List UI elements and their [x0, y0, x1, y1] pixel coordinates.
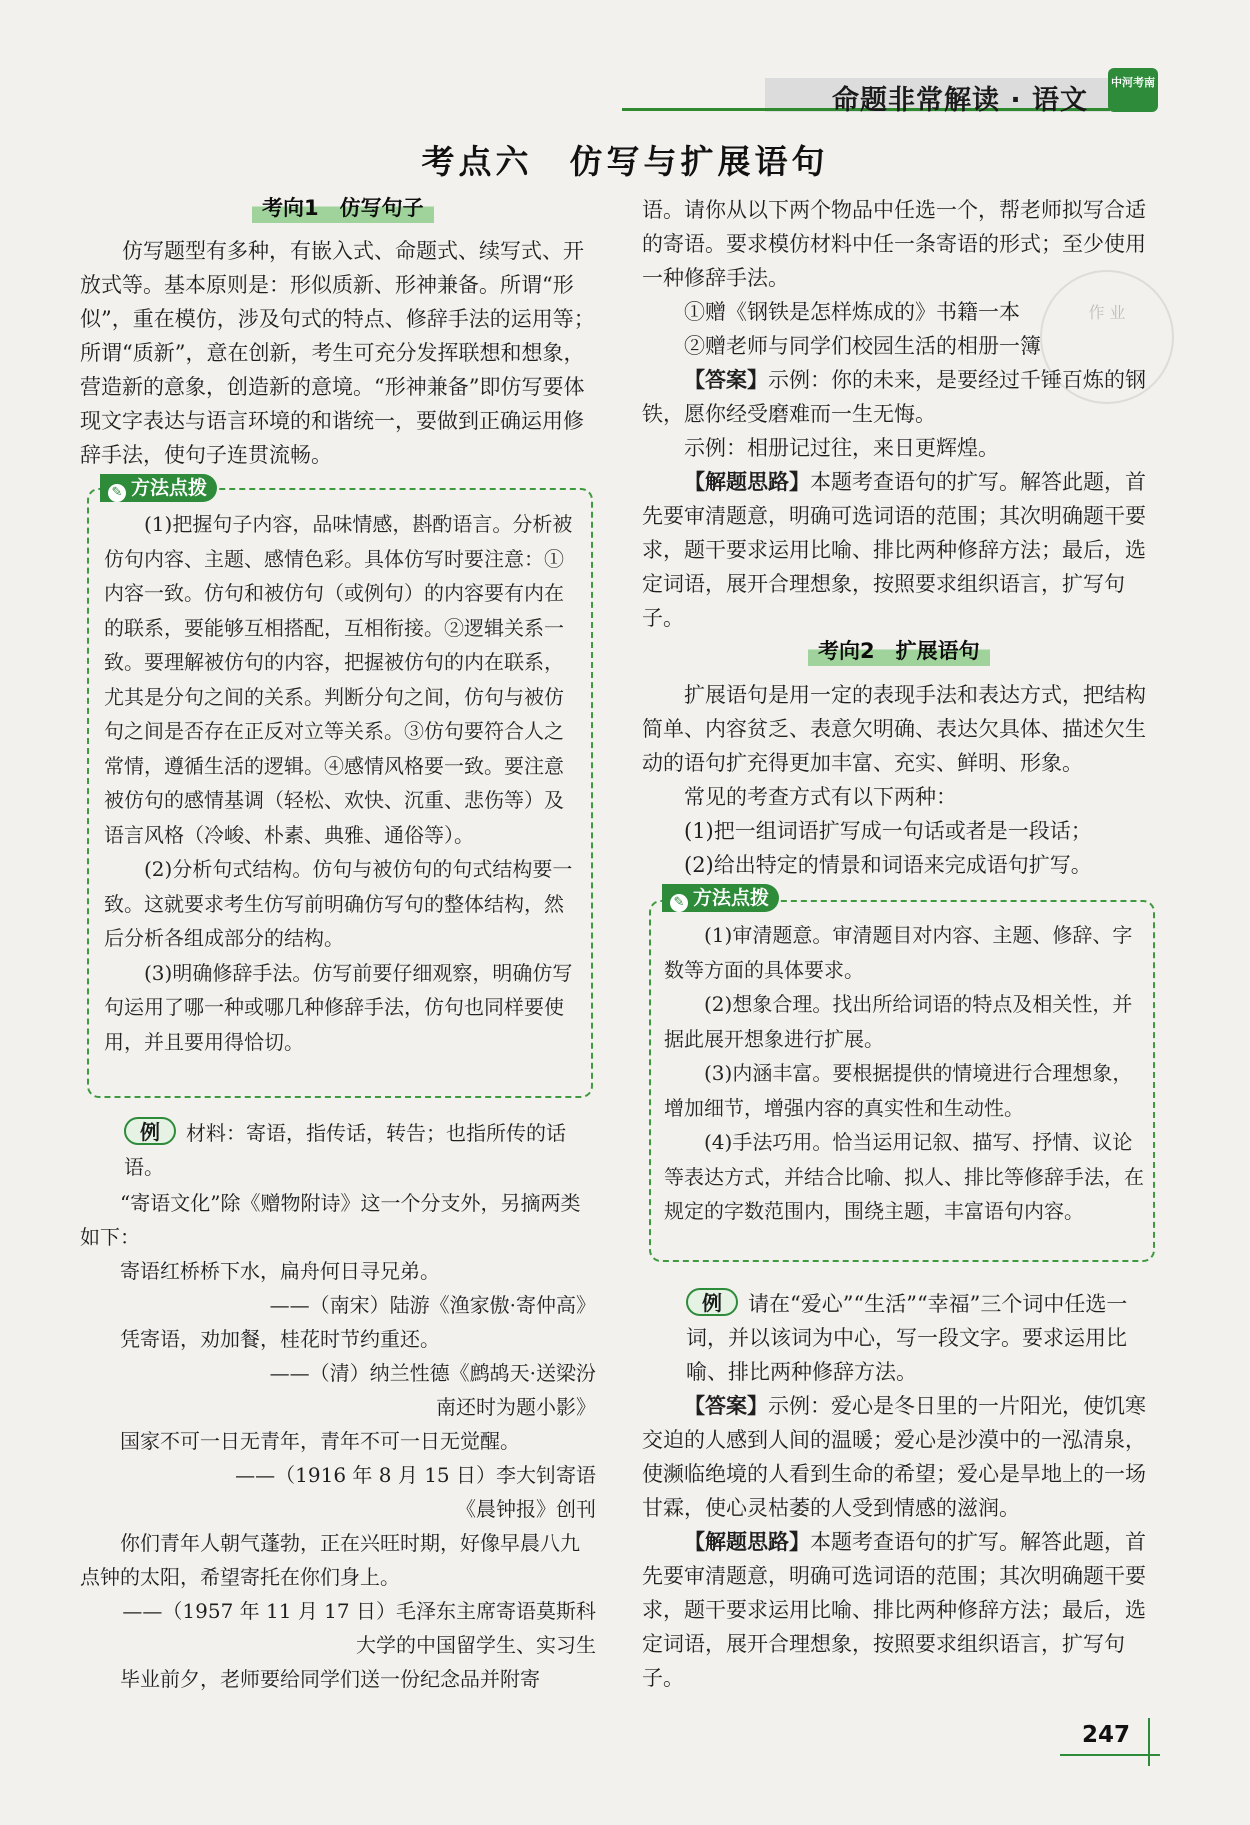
section1-title: 考向1 仿写句子	[252, 193, 434, 223]
left-tail: 毕业前夕，老师要给同学们送一份纪念品并附寄	[120, 1667, 540, 1691]
method-tag-right	[662, 884, 779, 912]
method-tag-left	[100, 474, 217, 502]
poem2-source-a: ——（清）纳兰性德《鹧鸪天·送梁汾	[269, 1361, 596, 1385]
idea-label-2: 【解题思路】	[684, 1530, 810, 1554]
idea1-para	[642, 465, 1158, 635]
example-intro-left: 材料：寄语，指传话，转告；也指所传的话语。	[124, 1121, 566, 1179]
way1: (1)把一组词语扩写成一句话或者是一段话；	[684, 819, 1092, 843]
poem3-source-b: 《晨钟报》创刊	[456, 1497, 596, 1521]
left-intro: 仿写题型有多种，有嵌入式、命题式、续写式、开放式等。基本原则是：形似质新、形神兼备。所谓“形似”，重在模仿，涉及句式的特点、修辞手法的运用等；所谓“质新”，意在创新，考生可充分发挥联想和想象，营造新的意象，创造新的意境。“形神兼备”即仿写要体现文字表达与语言环境的和谐统一，要做到正确运用修辞手法，使句子连贯流畅。	[80, 239, 595, 467]
example-badge-right: 例	[686, 1288, 738, 1316]
right-top-block	[642, 193, 1158, 635]
answer2: 示例：相册记过往，来日更辉煌。	[684, 436, 999, 460]
example-right-line	[642, 1287, 1158, 1389]
method-left-p2: (2)分析句式结构。仿句与被仿句的句式结构要一致。这就要求考生仿写前明确仿写句的整体结构，然后分析各组成部分的结构。	[104, 857, 573, 950]
example-p1: “寄语文化”除《赠物附诗》这一个分支外，另摘两类如下：	[80, 1191, 581, 1249]
way2: (2)给出特定的情景和词语来完成语句扩写。	[684, 853, 1092, 877]
poem4: 你们青年人朝气蓬勃，正在兴旺时期，好像早晨八九点钟的太阳，希望寄托在你们身上。	[80, 1531, 580, 1589]
pencil-icon: ✎	[670, 894, 688, 912]
method-right-m3: (3)内涵丰富。要根据提供的情境进行合理想象，增加细节，增强内容的真实性和生动性。	[664, 1061, 1133, 1120]
page-number: 247	[1082, 1722, 1131, 1748]
example-intro-line	[80, 1116, 596, 1184]
method-tag-left-label: 方法点拨	[131, 477, 208, 499]
item2: ②赠老师与同学们校园生活的相册一簿	[684, 334, 1041, 358]
right-cont: 语。请你从以下两个物品中任选一个，帮老师拟写合适的寄语。要求模仿材料中任一条寄语的形式；至少使用一种修辞手法。	[642, 198, 1146, 290]
poem4-source-a: ——（1957 年 11 月 17 日）毛泽东主席寄语莫斯科	[122, 1599, 596, 1623]
stamp-text: 作 业	[1088, 303, 1126, 322]
answer-label-2: 【答案】	[684, 1394, 768, 1418]
poem3: 国家不可一日无青年，青年不可一日无觉醒。	[120, 1429, 520, 1453]
common-ways: 常见的考查方式有以下两种：	[684, 785, 957, 809]
method-content-left	[104, 507, 582, 1059]
idea-right-para	[642, 1525, 1158, 1695]
homework-stamp	[1040, 270, 1174, 404]
header-logo: 中河考南	[1108, 68, 1158, 112]
poem4-source-b: 大学的中国留学生、实习生	[356, 1633, 596, 1657]
pencil-icon: ✎	[108, 484, 126, 502]
page-title: 考点六 仿写与扩展语句	[421, 142, 829, 181]
method-right-m1: (1)审清题意。审清题目对内容、主题、修辞、字数等方面的具体要求。	[664, 923, 1133, 982]
item1: ①赠《钢铁是怎样炼成的》书籍一本	[684, 300, 1020, 324]
example-right: 请在“爱心”“生活”“幸福”三个词中任选一词，并以该词为中心，写一段文字。要求运用比喻、排比两种修辞方法。	[686, 1292, 1128, 1384]
answer1: 示例：你的未来，是要经过千锤百炼的钢铁，愿你经受磨难而一生无悔。	[642, 368, 1146, 426]
right-example-block	[642, 1287, 1158, 1695]
method-content-right	[664, 918, 1144, 1229]
method-tag-right-label: 方法点拨	[693, 887, 770, 909]
poem2-source-b: 南还时为题小影》	[436, 1395, 596, 1419]
page-number-tick	[1148, 1718, 1150, 1766]
left-example-block	[80, 1116, 596, 1696]
poem1: 寄语红桥桥下水，扁舟何日寻兄弟。	[120, 1259, 440, 1283]
poem2: 凭寄语，劝加餐，桂花时节约重还。	[120, 1327, 440, 1351]
answer-right: 示例：爱心是冬日里的一片阳光，使饥寒交迫的人感到人间的温暖；爱心是沙漠中的一泓清泉，使濒临绝境的人看到生命的希望；爱心是旱地上的一场甘霖，使心灵枯萎的人受到情感的滋润。	[642, 1394, 1146, 1520]
answer-right-para	[642, 1389, 1158, 1525]
intro2: 扩展语句是用一定的表现手法和表达方式，把结构简单、内容贫乏、表意欠明确、表达欠具体、描述欠生动的语句扩充得更加丰富、充实、鲜明、形象。	[642, 683, 1146, 775]
poem1-source: ——（南宋）陆游《渔家傲·寄仲高》	[269, 1293, 596, 1317]
method-left-p1: (1)把握句子内容，品味情感，斟酌语言。分析被仿句内容、主题、感情色彩。具体仿写时要注意：①内容一致。仿句和被仿句（或例句）的内容要有内在的联系，要能够互相搭配，互相衔接。②逻辑关系一致。要理解被仿句的内容，把握被仿句的内在联系，尤其是分句之间的关系。判断分句之间，仿句与被仿句之间是否存在正反对立等关系。③仿句要符合人之常情，遵循生活的逻辑。④感情风格要一致。要注意被仿句的感情基调（轻松、欢快、沉重、悲伤等）及语言风格（冷峻、朴素、典雅、通俗等）。	[104, 512, 573, 847]
method-right-m4: (4)手法巧用。恰当运用记叙、描写、抒情、议论等表达方式，并结合比喻、拟人、排比等修辞手法，在规定的字数范围内，围绕主题，丰富语句内容。	[664, 1130, 1144, 1223]
idea1: 本题考查语句的扩写。解答此题，首先要审清题意，明确可选词语的范围；其次明确题干要求，题干要求运用比喻、排比两种修辞方法；最后，选定词语，展开合理想象，按照要求组织语言，扩写句子。	[642, 470, 1146, 630]
example-badge-left: 例	[124, 1117, 176, 1145]
idea-right: 本题考查语句的扩写。解答此题，首先要审清题意，明确可选词语的范围；其次明确题干要求，题干要求运用比喻、排比两种修辞方法；最后，选定词语，展开合理想象，按照要求组织语言，扩写句子。	[642, 1530, 1146, 1690]
answer-label-1: 【答案】	[684, 368, 768, 392]
method-left-p3: (3)明确修辞手法。仿写前要仔细观察，明确仿写句运用了哪一种或哪几种修辞手法，仿句也同样要使用，并且要用得恰切。	[104, 960, 573, 1054]
left-intro-block	[80, 234, 596, 472]
page-number-rule	[1060, 1754, 1160, 1756]
poem3-source-a: ——（1916 年 8 月 15 日）李大钊寄语	[235, 1463, 596, 1487]
section2-title: 考向2 扩展语句	[808, 636, 990, 666]
header-title: 命题非常解读 · 语文	[832, 85, 1089, 116]
idea-label-1: 【解题思路】	[684, 470, 810, 494]
method-right-m2: (2)想象合理。找出所给词语的特点及相关性，并据此展开想象进行扩展。	[664, 992, 1133, 1051]
right-intro2-block	[642, 678, 1158, 882]
